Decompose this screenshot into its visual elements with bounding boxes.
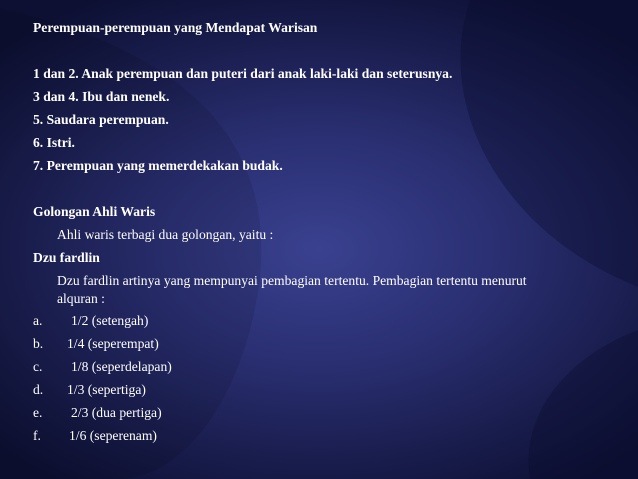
heir-item: 6. Istri. (33, 135, 75, 150)
portion-letter: f. (33, 428, 41, 443)
portion-value: 1/4 (seperempat) (67, 336, 159, 351)
portion-item (33, 355, 623, 378)
portion-value: 1/6 (seperenam) (69, 428, 157, 443)
portion-letter: d. (33, 382, 44, 397)
portion-value: 1/8 (seperdelapan) (71, 359, 172, 374)
spacer (33, 177, 623, 200)
portion-letter: a. (33, 313, 43, 328)
portion-value: 1/2 (setengah) (71, 313, 149, 328)
portion-letter: b. (33, 336, 44, 351)
heir-item: 3 dan 4. Ibu dan nenek. (33, 89, 170, 104)
heir-item: 5. Saudara perempuan. (33, 112, 169, 127)
dzu-heading: Dzu fardlin (33, 250, 100, 265)
heir-item: 7. Perempuan yang memerdekakan budak. (33, 158, 283, 173)
spacer (33, 39, 623, 62)
portion-letter: e. (33, 405, 43, 420)
dzu-text: Dzu fardlin artinya yang mempunyai pembagian tertentu. Pembagian tertentu menurut alquran : (57, 273, 527, 306)
slide-title: Perempuan-perempuan yang Mendapat Warisan (33, 20, 318, 35)
portion-item (33, 424, 623, 447)
portion-item (33, 378, 623, 401)
portion-value: 1/3 (sepertiga) (67, 382, 146, 397)
portion-item (33, 309, 623, 332)
portion-item (33, 401, 623, 424)
portion-letter: c. (33, 359, 43, 374)
portion-item (33, 332, 623, 355)
golongan-text: Ahli waris terbagi dua golongan, yaitu : (57, 227, 274, 242)
portion-value: 2/3 (dua pertiga) (71, 405, 162, 420)
heir-item: 1 dan 2. Anak perempuan dan puteri dari anak laki-laki dan seterusnya. (33, 66, 453, 81)
slide-content (33, 16, 623, 447)
golongan-heading: Golongan Ahli Waris (33, 204, 156, 219)
